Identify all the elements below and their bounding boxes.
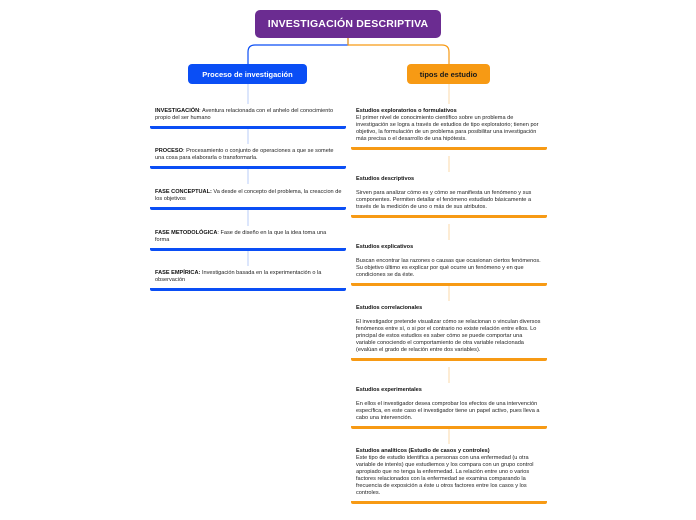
right-topic-desc: El primer nivel de conocimiento científico sobre un problema de investigación se logra a través de estudios de tipo exploratorio; tienen por objetivo, la formulación de un problema para posibilitar una investigación más precisa o el desarrollo de una hipótesis. <box>356 115 539 142</box>
left-topic-desc: : Aventura relacionada con el anhelo del conocimiento propio del ser humano <box>155 108 334 121</box>
root-title: INVESTIGACIÓN DESCRIPTIVA <box>267 18 429 30</box>
branch-proceso-label: Proceso de investigación <box>202 69 293 79</box>
right-topic-desc: Buscan encontrar las razones o causas que ocasionan ciertos fenómenos. Su objetivo último es explicar por qué ocurre un fenómeno y en que condiciones se da éste. <box>356 258 541 278</box>
left-topic-term: FASE EMPÍRICA: <box>155 270 201 276</box>
left-topic-desc: Investigación basada en la experimentación o la observación <box>155 270 322 283</box>
left-topic-desc: : Fase de diseño en la que la idea toma una forma <box>155 230 327 243</box>
right-topic-desc: Este tipo de estudio identifica a personas con una enfermedad (u otra variable de interés) que estudiemos y los compara con un grupo control apropiado que no tenga la enfermedad. La relación entre uno o varios factores relacionados con la enfermedad se examina comparando la frecuencia de exposición a éste u otros factores entre los casos y los controles. <box>356 455 534 496</box>
right-topic-title: Estudios exploratorios o formulativos <box>356 108 457 114</box>
left-topic-term: FASE CONCEPTUAL: <box>155 189 212 195</box>
right-topic-title: Estudios explicativos <box>356 244 414 250</box>
right-topic-title: Estudios descriptivos <box>356 176 415 182</box>
right-topic-explicativos[interactable] <box>351 244 547 286</box>
right-topic-desc: En ellos el investigador desea comprobar los efectos de una intervención específica, en este caso el investigador tiene un papel activo, pues lleva a cabo una intervención. <box>356 401 540 421</box>
left-topic-proceso[interactable] <box>150 148 346 169</box>
right-topic-experimentales[interactable] <box>351 387 547 429</box>
right-topic-title: Estudios experimentales <box>356 387 422 393</box>
right-topic-descriptivos[interactable] <box>351 176 547 218</box>
left-topic-term: FASE METODOLÓGICA <box>155 230 218 236</box>
branch-proceso[interactable] <box>188 64 307 84</box>
right-topic-desc: El investigador pretende visualizar cómo se relacionan o vinculan diversos fenómenos entre sí, o si por el contrario no existe relación entre ellos. Lo principal de estos estudios es saber cómo se puede comportar una variable conociendo el comportamiento de otra variable relacionada (evalúan el grado de relación entre dos variables). <box>356 319 541 353</box>
left-topic-term: INVESTIGACIÓN <box>155 108 200 114</box>
connector-root-right <box>348 38 449 64</box>
left-topic-term: PROCESO <box>155 148 183 154</box>
right-topic-title: Estudios correlacionales <box>356 305 423 311</box>
right-topic-title: Estudios analíticos (Estudio de casos y controles) <box>356 448 490 454</box>
right-topic-exploratorios[interactable] <box>351 108 547 150</box>
left-topic-fase-conceptual[interactable] <box>150 189 346 210</box>
left-topic-desc: Va desde el concepto del problema, la creaccion de los objetivos <box>155 189 342 202</box>
branch-tipos-label: tipos de estudio <box>419 69 478 79</box>
right-topic-analiticos[interactable] <box>351 448 547 504</box>
connector-root-left <box>248 38 348 64</box>
branch-tipos[interactable] <box>407 64 490 84</box>
left-topic-fase-empirica[interactable] <box>150 270 346 291</box>
left-topic-investigacion[interactable] <box>150 108 346 129</box>
right-topic-correlacionales[interactable] <box>351 305 547 361</box>
left-topic-fase-metodologica[interactable] <box>150 230 346 251</box>
root-topic[interactable] <box>255 10 441 38</box>
left-topic-desc: : Procesamiento o conjunto de operaciones a que se somete una cosa para elaborarla o transformarla. <box>155 148 334 161</box>
right-topic-desc: Sirven para analizar cómo es y cómo se manifiesta un fenómeno y sus componentes. Permiten detallar el fenómeno estudiado básicamente a través de la medición de uno o más de sus atributos. <box>356 190 532 210</box>
